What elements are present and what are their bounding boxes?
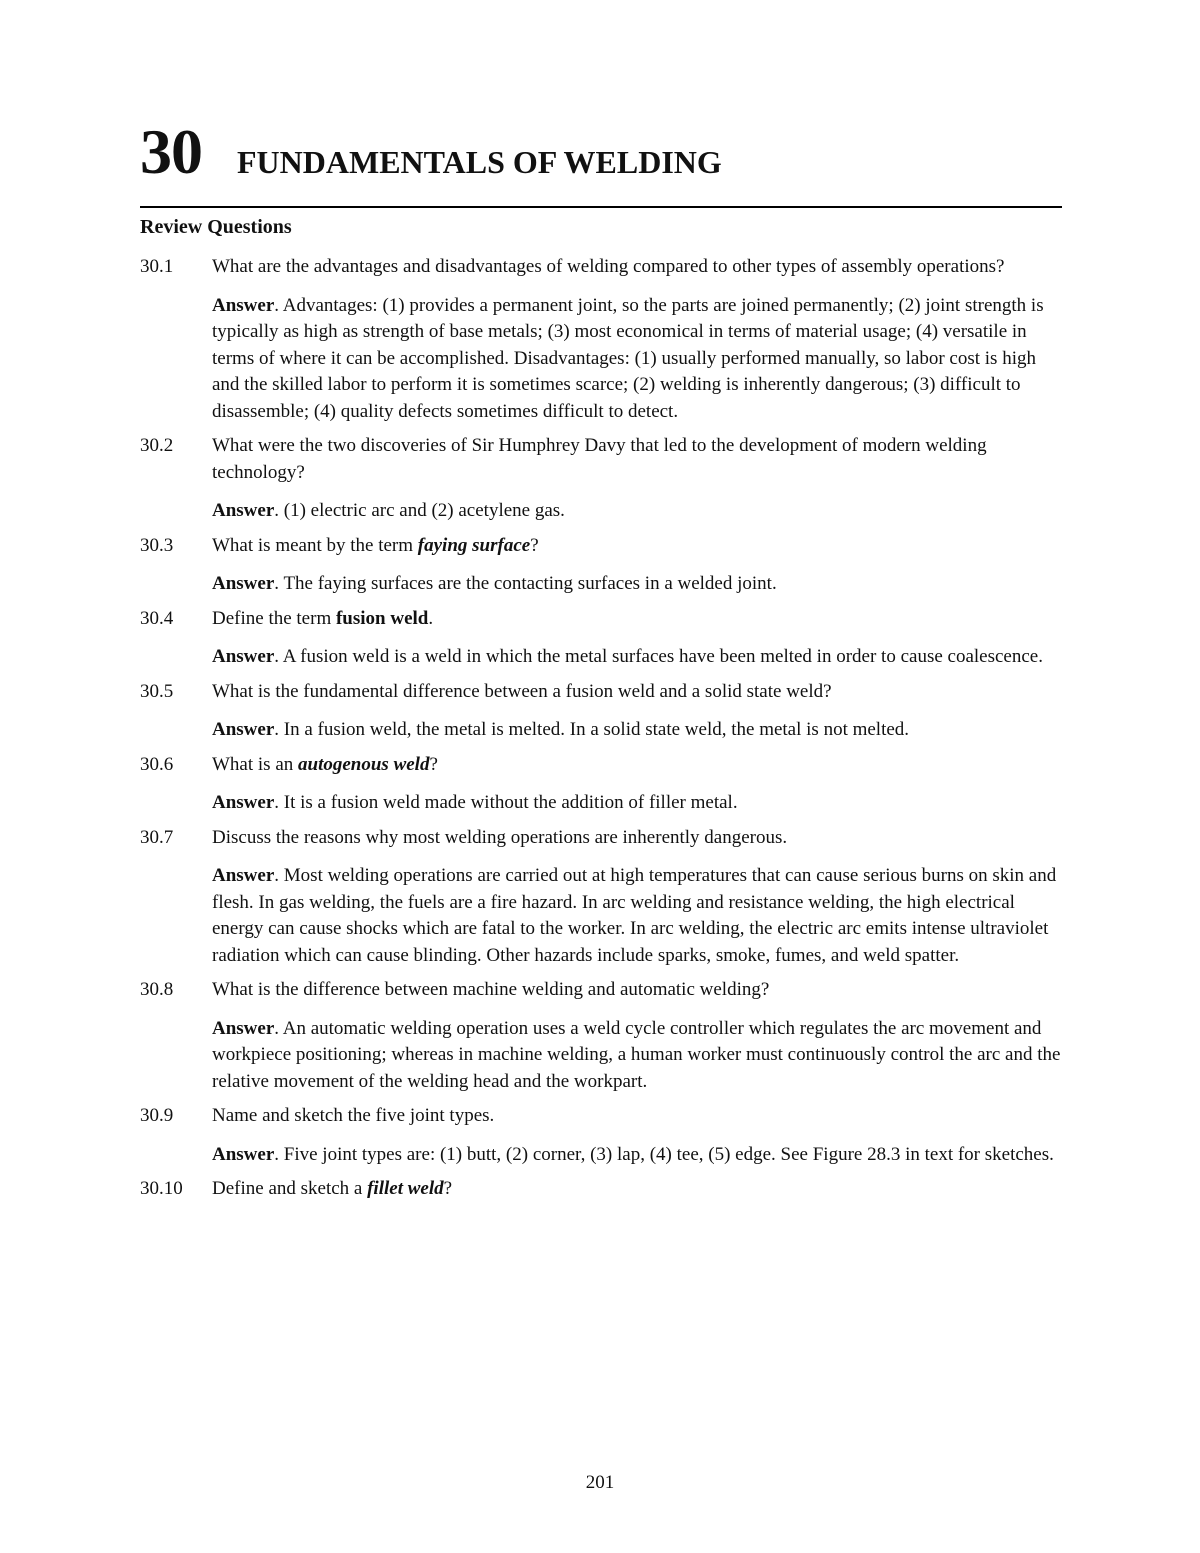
answer-text: . Advantages: (1) provides a permanent joint, so the parts are joined permanently; (2) joint strength is typically as high as strength of base metals; (3) most economical in terms of material usage; (4) versatile in terms of where it can be accomplished. Disadvantages: (1) usually performed manually, so labor cost is high and the skilled labor to perform it is sometimes scarce; (2) welding is inherently dangerous; (3) difficult to disassemble; (4) quality defects sometimes difficult to detect. xyxy=(212,294,1044,422)
question xyxy=(140,606,1062,633)
question-text-post: . xyxy=(428,607,434,629)
answer xyxy=(212,293,1062,426)
answer-label: Answer xyxy=(212,865,275,886)
document-page xyxy=(140,116,1062,1203)
question-number: 30.8 xyxy=(140,979,174,1000)
answer xyxy=(212,717,1062,744)
answer-text: . (1) electric arc and (2) acetylene gas. xyxy=(274,500,565,521)
answer xyxy=(212,863,1062,969)
page-number: 201 xyxy=(585,1472,615,1493)
answer-text: . Most welding operations are carried out at high temperatures that can cause serious burns on skin and flesh. In gas welding, the fuels are a fire hazard. In arc welding and resistance welding, the high electrical energy can cause shocks which are fatal to the worker. In arc welding, the electric arc emits intense ultraviolet radiation which can cause blinding. Other hazards include sparks, smoke, fumes, and weld spatter. xyxy=(212,865,1057,966)
question-number: 30.5 xyxy=(140,680,174,702)
question-text-pre: What is meant by the term xyxy=(212,534,418,556)
question-text: What are the advantages and disadvantages of welding compared to other types of assembly operations? xyxy=(212,256,1005,277)
question xyxy=(140,1176,1062,1203)
answer xyxy=(212,790,1062,817)
question-text xyxy=(212,533,1062,560)
answer xyxy=(212,498,1062,525)
question-number: 30.7 xyxy=(140,826,174,848)
answer-label: Answer xyxy=(212,573,275,594)
answer-label: Answer xyxy=(212,792,275,813)
key-term: faying surface xyxy=(417,534,531,556)
question-text xyxy=(212,606,1062,633)
question-text-pre: Define the term xyxy=(212,607,336,629)
key-term: autogenous weld xyxy=(298,753,430,775)
question-number: 30.9 xyxy=(140,1105,174,1126)
answer-label: Answer xyxy=(212,294,275,316)
question-number: 30.3 xyxy=(140,534,174,556)
question-text: What is the fundamental difference between a fusion weld and a solid state weld? xyxy=(212,680,832,702)
answer xyxy=(212,644,1062,671)
answer-label: Answer xyxy=(212,1143,275,1165)
question-text: Name and sketch the five joint types. xyxy=(212,1105,495,1126)
question-text-pre: Define and sketch a xyxy=(212,1178,368,1199)
answer-text: . A fusion weld is a weld in which the metal surfaces have been melted in order to cause coalescence. xyxy=(274,646,1043,667)
answer-text: . An automatic welding operation uses a weld cycle controller which regulates the arc movement and workpiece positioning; whereas in machine welding, a human worker must continuously control the arc and the relative movement of the welding head and the workpart. xyxy=(212,1017,1061,1092)
answer-label: Answer xyxy=(212,1017,275,1039)
question-text xyxy=(212,752,1062,779)
question xyxy=(140,679,1062,706)
question-text: Discuss the reasons why most welding operations are inherently dangerous. xyxy=(212,826,788,848)
question-number: 30.2 xyxy=(140,435,174,456)
key-term: fusion weld xyxy=(335,607,429,629)
question-text-pre: What is an xyxy=(212,753,299,775)
chapter-heading xyxy=(140,116,1062,198)
question xyxy=(140,825,1062,852)
question-number: 30.1 xyxy=(140,256,174,277)
question xyxy=(140,533,1062,560)
answer-label: Answer xyxy=(212,646,275,667)
answer-label: Answer xyxy=(212,500,275,521)
question-text-post: ? xyxy=(429,753,438,775)
chapter-number: 30 xyxy=(140,116,202,187)
question-number: 30.4 xyxy=(140,607,174,629)
answer-text: . In a fusion weld, the metal is melted. In a solid state weld, the metal is not melted. xyxy=(274,719,910,740)
question-text xyxy=(212,1176,1062,1203)
question-text-post: ? xyxy=(443,1178,453,1199)
answer-text: . It is a fusion weld made without the addition of filler metal. xyxy=(274,792,738,813)
question xyxy=(140,752,1062,779)
heading-rule xyxy=(140,206,1062,208)
question-number: 30.10 xyxy=(140,1178,183,1199)
answer xyxy=(212,1142,1062,1169)
answer xyxy=(212,571,1062,598)
question xyxy=(140,1103,1062,1130)
question xyxy=(140,433,1062,486)
chapter-title: FUNDAMENTALS OF WELDING xyxy=(237,144,722,180)
question-number: 30.6 xyxy=(140,753,174,775)
section-heading: Review Questions xyxy=(140,216,292,238)
question-text: What were the two discoveries of Sir Humphrey Davy that led to the development of modern welding technology? xyxy=(212,435,987,483)
question xyxy=(140,977,1062,1004)
answer-label: Answer xyxy=(212,719,275,740)
answer-text: . Five joint types are: (1) butt, (2) corner, (3) lap, (4) tee, (5) edge. See Figure 28.3 in text for sketches. xyxy=(274,1143,1054,1165)
question-text-post: ? xyxy=(530,534,539,556)
key-term: fillet weld xyxy=(367,1178,444,1199)
answer xyxy=(212,1016,1062,1096)
answer-text: . The faying surfaces are the contacting surfaces in a welded joint. xyxy=(274,573,777,594)
question xyxy=(140,254,1062,281)
question-text: What is the difference between machine welding and automatic welding? xyxy=(212,979,770,1000)
